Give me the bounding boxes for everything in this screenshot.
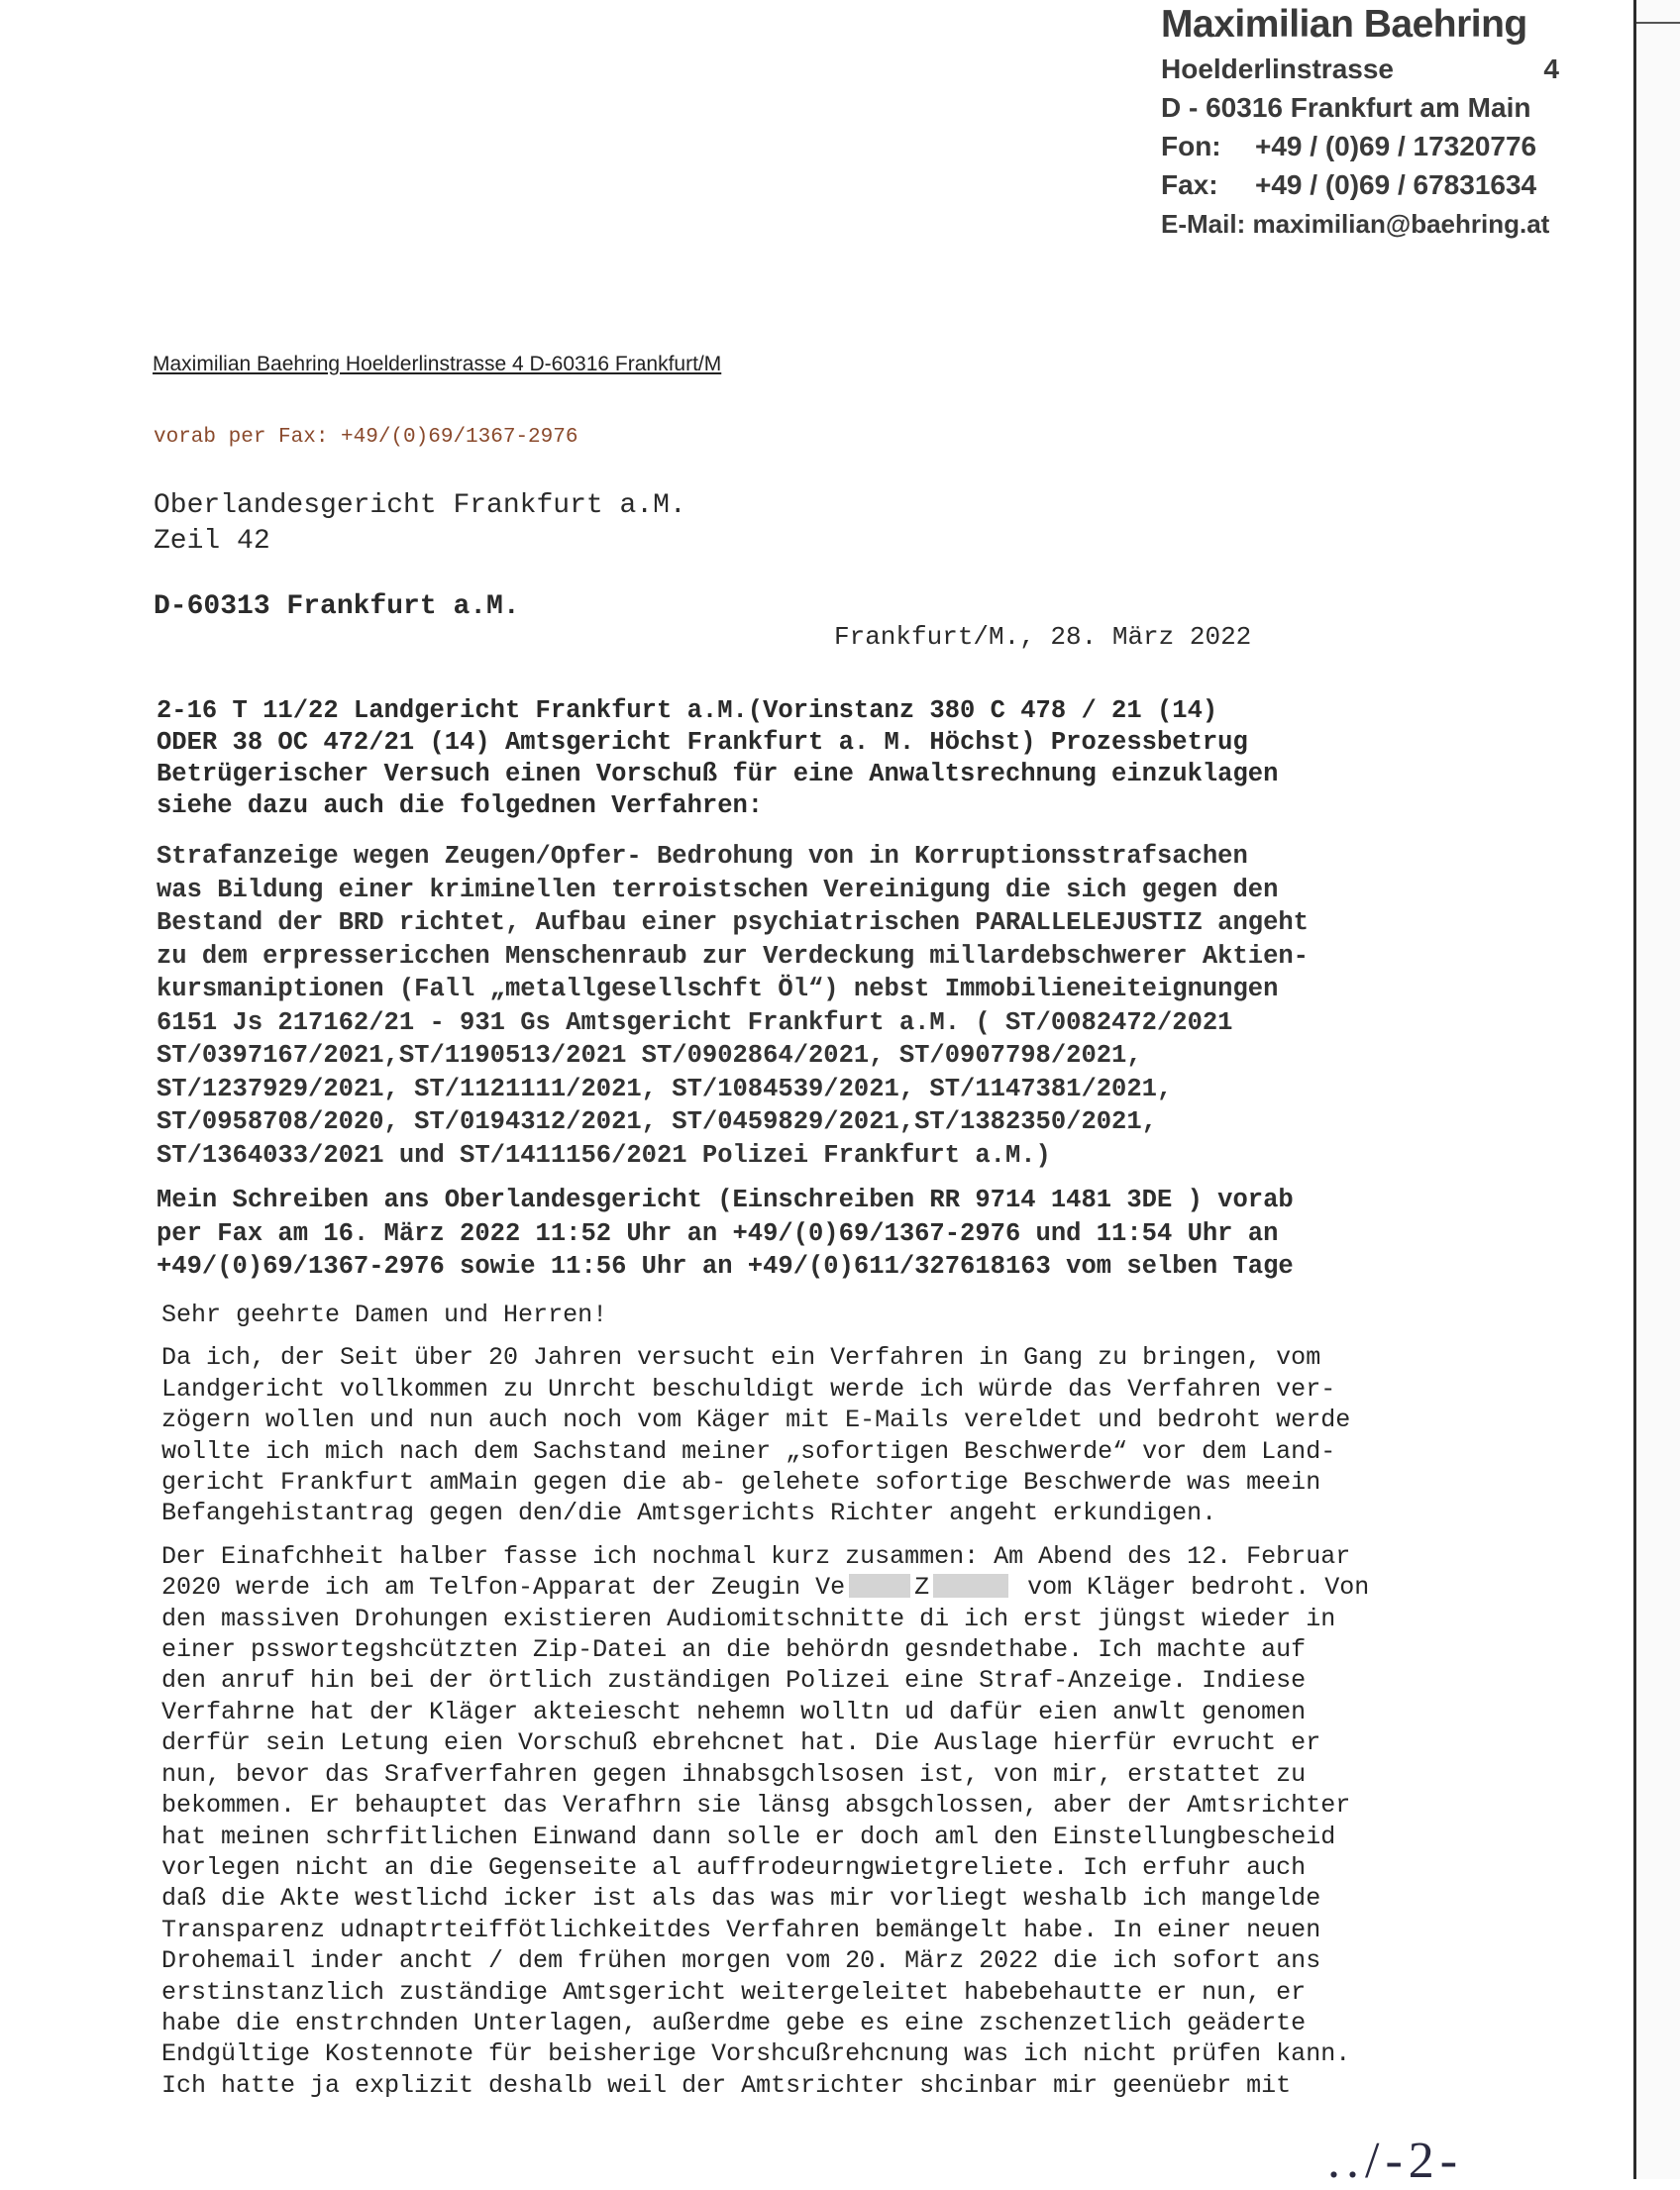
body-line: bekommen. Er behauptet das Verafhrn sie länsg absgchlossen, aber der Amtsrichter	[161, 1791, 1351, 1821]
body-line: Da ich, der Seit über 20 Jahren versucht ein Verfahren in Gang zu bringen, vom	[161, 1343, 1321, 1373]
body-line: Der Einafchheit halber fasse ich nochmal kurz zusammen: Am Abend des 12. Februar	[161, 1541, 1351, 1571]
letterhead-street-row	[1161, 50, 1577, 88]
subject-line: 2-16 T 11/22 Landgericht Frankfurt a.M.(Vorinstanz 380 C 478 / 21 (14)	[157, 696, 1218, 725]
page-edge-corner	[1636, 0, 1680, 24]
recipient-address	[154, 488, 686, 625]
subject-line: siehe dazu auch die folgednen Verfahren:	[157, 791, 764, 820]
strafanzeige-line: ST/1364033/2021 und ST/1411156/2021 Polizei Frankfurt a.M.)	[157, 1140, 1051, 1170]
body-line: daß die Akte westlichd icker ist als das was mir vorliegt weshalb ich mangelde	[161, 1884, 1321, 1914]
strafanzeige-line: kursmaniptionen (Fall „metallgesellschft Öl“) nebst Immobilieneiteignungen	[157, 975, 1279, 1003]
recipient-line1: Oberlandesgericht Frankfurt a.M.	[154, 490, 686, 521]
recipient-line2: Zeil 42	[154, 526, 270, 557]
sender-line: Maximilian Baehring Hoelderlinstrasse 4 D-60316 Frankfurt/M	[153, 353, 722, 375]
strafanzeige-line: 6151 Js 217162/21 - 931 Gs Amtsgericht Frankfurt a.M. ( ST/0082472/2021	[157, 1007, 1233, 1037]
letterhead-street-number: 4	[1543, 53, 1559, 84]
letterhead-fon-row	[1161, 127, 1577, 165]
body-line: Landgericht vollkommen zu Unrcht beschuldigt werde ich würde das Verfahren ver-	[161, 1374, 1336, 1404]
greeting: Sehr geehrte Damen und Herren!	[161, 1301, 608, 1329]
subject-line: Betrügerischer Versuch einen Vorschuß für eine Anwaltsrechnung einzuklagen	[157, 760, 1279, 788]
letter-body	[161, 1300, 1548, 2101]
page-number: ../-2-	[1327, 2133, 1464, 2189]
strafanzeige-line: ST/0397167/2021,ST/1190513/2021 ST/0902864/2021, ST/0907798/2021,	[157, 1041, 1142, 1070]
body-line: hat meinen schrfitlichen Einwand dann solle er doch aml den Einstellungbescheid	[161, 1822, 1336, 1851]
body-line: Endgültige Kostennote für beisherige Vorshcußrehcnung was ich nicht prüfen kann.	[161, 2039, 1351, 2069]
letterhead-fon: +49 / (0)69 / 17320776	[1255, 131, 1537, 161]
letterhead	[1161, 0, 1577, 244]
body-line: einer psswortegshcützten Zip-Datei an die behördn gesndethabe. Ich machte auf	[161, 1635, 1307, 1665]
strafanzeige-line: was Bildung einer kriminellen terroistschen Vereinigung die sich gegen den	[157, 875, 1279, 904]
body-line: Befangehistantrag gegen den/die Amtsgerichts Richter angeht erkundigen.	[161, 1499, 1217, 1528]
strafanzeige-line: Strafanzeige wegen Zeugen/Opfer- Bedrohung von in Korruptionsstrafsachen	[157, 842, 1248, 871]
body-fragment: vom Kläger bedroht. Von	[1012, 1573, 1370, 1603]
letterhead-city: D - 60316 Frankfurt am Main	[1161, 92, 1531, 123]
recipient-city: D-60313 Frankfurt a.M.	[154, 591, 520, 622]
body-fragment: 2020 werde ich am Telfon-Apparat der Zeugin Ve	[161, 1573, 846, 1603]
strafanzeige-line: zu dem erpressericchen Menschenraub zur Verdeckung millardebschwerer Aktien-	[157, 941, 1309, 971]
body-line: derfür sein Letung eien Vorschuß ebrehcnet hat. Die Auslage hierfür evrucht er	[161, 1728, 1321, 1758]
body-line: gericht Frankfurt amMain gegen die ab- gelehete sofortige Beschwerde was meein	[161, 1468, 1321, 1498]
page-edge	[1633, 0, 1680, 2179]
letterhead-fon-label: Fon:	[1161, 131, 1221, 161]
body-line: zögern wollen und nun auch noch vom Käger mit E-Mails vereldet und bedroht werde	[161, 1406, 1351, 1435]
strafanzeige-line: Bestand der BRD richtet, Aufbau einer psychiatrischen PARALLELEJUSTIZ angeht	[157, 908, 1309, 937]
body-fragment: Z	[914, 1573, 930, 1603]
letterhead-fax-row	[1161, 165, 1577, 204]
redaction-box	[849, 1574, 910, 1598]
body-line: nun, bevor das Srafverfahren gegen ihnabsgchlsosen ist, von mir, erstattet zu	[161, 1759, 1307, 1789]
strafanzeige-block	[157, 840, 1543, 1172]
letterhead-fax: +49 / (0)69 / 67831634	[1255, 169, 1537, 200]
schreiben-block	[157, 1184, 1294, 1284]
schreiben-line: per Fax am 16. März 2022 11:52 Uhr an +49/(0)69/1367-2976 und 11:54 Uhr an	[157, 1218, 1279, 1248]
body-line-redacted	[161, 1572, 1548, 1603]
body-line: Verfahrne hat der Kläger akteiescht nehemn wolltn ud dafür eien anwlt genomen	[161, 1697, 1307, 1726]
subject-line: ODER 38 OC 472/21 (14) Amtsgericht Frankfurt a. M. Höchst) Prozessbetrug	[157, 728, 1248, 757]
letterhead-email: E-Mail: maximilian@baehring.at	[1161, 209, 1550, 239]
letter-date: Frankfurt/M., 28. März 2022	[834, 622, 1252, 652]
subject-block	[157, 695, 1523, 822]
body-line: wollte ich mich nach dem Sachstand meiner „sofortigen Beschwerde“ vor dem Land-	[161, 1436, 1336, 1466]
redaction-box	[933, 1574, 1008, 1598]
strafanzeige-line: ST/0958708/2020, ST/0194312/2021, ST/0459829/2021,ST/1382350/2021,	[157, 1107, 1157, 1136]
schreiben-line: +49/(0)69/1367-2976 sowie 11:56 Uhr an +49/(0)611/327618163 vom selben Tage	[157, 1252, 1294, 1281]
body-line: den massiven Drohungen existieren Audiomitschnitte di ich erst jüngst wieder in	[161, 1604, 1336, 1633]
letterhead-fax-label: Fax:	[1161, 169, 1218, 200]
body-line: Ich hatte ja explizit deshalb weil der Amtsrichter shcinbar mir geenüebr mit	[161, 2070, 1292, 2100]
body-line: erstinstanzlich zuständige Amtsgericht weitergeleitet habebehautte er nun, er	[161, 1977, 1307, 2007]
letterhead-name: Maximilian Baehring	[1161, 3, 1527, 46]
body-line: vorlegen nicht an die Gegenseite al auffrodeurngwietgreliete. Ich erfuhr auch	[161, 1852, 1307, 1882]
body-line: habe die enstrchnden Unterlagen, außerdme gebe es eine zschenzetlich geäderte	[161, 2008, 1307, 2037]
schreiben-line: Mein Schreiben ans Oberlandesgericht (Einschreiben RR 9714 1481 3DE ) vorab	[157, 1186, 1294, 1214]
strafanzeige-line: ST/1237929/2021, ST/1121111/2021, ST/1084539/2021, ST/1147381/2021,	[157, 1074, 1173, 1103]
body-line: Transparenz udnaptrteiffötlichkeitdes Verfahren bemängelt habe. In einer neuen	[161, 1915, 1321, 1944]
body-line: den anruf hin bei der örtlich zuständigen Polizei eine Straf-Anzeige. Indiese	[161, 1666, 1307, 1696]
body-line: Drohemail inder ancht / dem frühen morgen vom 20. März 2022 die ich sofort ans	[161, 1946, 1321, 1976]
letterhead-street: Hoelderlinstrasse	[1161, 53, 1394, 84]
prefax-line: vorab per Fax: +49/(0)69/1367-2976	[154, 426, 578, 449]
